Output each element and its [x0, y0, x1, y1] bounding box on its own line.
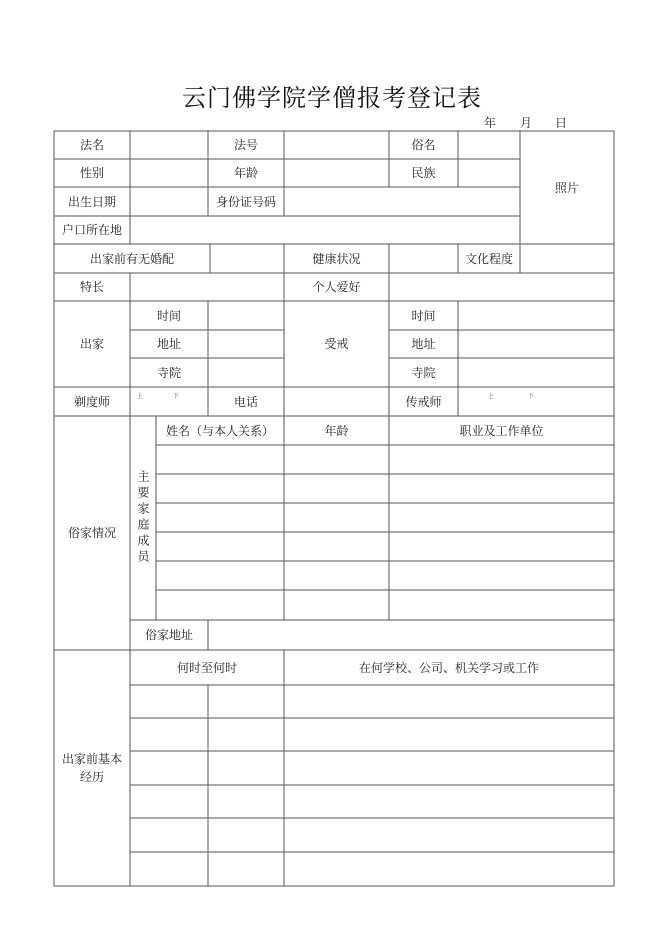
label-married: 出家前有无婚配 — [89, 251, 174, 266]
experience-row-6[interactable] — [130, 852, 614, 886]
ethnicity-field[interactable] — [458, 159, 520, 187]
label-family-members-box — [130, 416, 156, 620]
tonsure-master-field[interactable] — [130, 387, 208, 407]
precept-master-field[interactable] — [458, 387, 614, 407]
experience-row-4[interactable] — [130, 785, 614, 818]
specialty-field[interactable] — [130, 273, 284, 301]
label-health: 健康状况 — [312, 251, 361, 266]
precepts-time-field[interactable] — [458, 301, 614, 330]
label-ordination-address: 地址 — [156, 337, 181, 351]
birth-date-field[interactable] — [130, 187, 208, 216]
label-id-number: 身份证号码 — [215, 194, 276, 209]
label-experience: 出家前基本经历 — [61, 752, 122, 784]
family-row-2[interactable] — [156, 474, 614, 503]
date-month-label: 月 — [520, 116, 533, 130]
form-title: 云门佛学院学僧报考登记表 — [182, 84, 482, 112]
label-family-situation: 俗家情况 — [67, 526, 116, 540]
header-member-job: 职业及工作单位 — [459, 423, 544, 438]
family-row-4[interactable] — [156, 532, 614, 561]
gender-field[interactable] — [130, 159, 208, 187]
label-ordination-time: 时间 — [156, 308, 181, 323]
header-member-age: 年龄 — [324, 423, 349, 438]
family-row-6[interactable] — [156, 590, 614, 620]
family-row-3[interactable] — [156, 503, 614, 532]
label-hobby: 个人爱好 — [312, 280, 361, 294]
label-birth-date: 出生日期 — [67, 194, 116, 209]
ordination-address-field[interactable] — [208, 330, 284, 358]
label-precepts-address: 地址 — [411, 337, 436, 351]
label-precept-master: 传戒师 — [405, 394, 442, 409]
ordination-temple-field[interactable] — [208, 358, 284, 387]
tonsure-upper-mark: 上 — [137, 393, 144, 400]
label-dharma-name: 法名 — [79, 138, 104, 152]
label-precepts: 受戒 — [324, 337, 349, 351]
label-family-members: 主要家庭成员 — [136, 470, 150, 566]
dharma-name-field[interactable] — [130, 131, 208, 159]
experience-row-2[interactable] — [130, 718, 614, 751]
label-age: 年龄 — [233, 166, 258, 180]
hobby-field[interactable] — [389, 273, 614, 301]
label-lay-name: 俗名 — [411, 138, 436, 152]
education-field[interactable] — [520, 244, 614, 273]
family-address-field[interactable] — [208, 620, 614, 650]
precept-upper-mark: 上 — [488, 393, 495, 400]
label-phone: 电话 — [233, 394, 258, 409]
experience-row-5[interactable] — [130, 818, 614, 852]
experience-row-3[interactable] — [130, 751, 614, 785]
label-ethnicity: 民族 — [411, 166, 436, 180]
label-gender: 性别 — [79, 166, 104, 180]
ordination-time-field[interactable] — [208, 301, 284, 330]
label-education: 文化程度 — [464, 251, 513, 266]
label-tonsure-master: 剃度师 — [73, 394, 110, 409]
household-field[interactable] — [130, 216, 520, 244]
health-field[interactable] — [389, 244, 458, 273]
header-where: 在何学校、公司、机关学习或工作 — [358, 660, 539, 675]
label-precepts-temple: 寺院 — [411, 365, 436, 380]
precepts-address-field[interactable] — [458, 330, 614, 358]
date-year-label: 年 — [484, 116, 497, 130]
photo-box: 照片 — [554, 180, 579, 195]
lay-name-field[interactable] — [458, 131, 520, 159]
label-ordination: 出家 — [79, 337, 104, 351]
label-specialty: 特长 — [79, 280, 104, 294]
dharma-number-field[interactable] — [284, 131, 389, 159]
header-period: 何时至何时 — [176, 660, 237, 675]
header-member-name: 姓名（与本人关系） — [165, 423, 274, 438]
label-ordination-temple: 寺院 — [156, 365, 181, 380]
married-field[interactable] — [210, 244, 284, 273]
experience-row-1[interactable] — [130, 685, 614, 718]
family-row-1[interactable] — [156, 445, 614, 474]
id-number-field[interactable] — [284, 187, 520, 216]
family-row-5[interactable] — [156, 561, 614, 590]
tonsure-lower-mark: 下 — [173, 393, 180, 400]
label-dharma-number: 法号 — [233, 138, 258, 152]
label-precepts-time: 时间 — [411, 308, 436, 323]
age-field[interactable] — [284, 159, 389, 187]
label-household: 户口所在地 — [61, 223, 122, 237]
phone-field[interactable] — [284, 387, 389, 416]
precept-lower-mark: 下 — [528, 393, 535, 400]
precepts-temple-field[interactable] — [458, 358, 614, 387]
label-family-address: 俗家地址 — [144, 628, 193, 642]
date-day-label: 日 — [555, 116, 568, 130]
